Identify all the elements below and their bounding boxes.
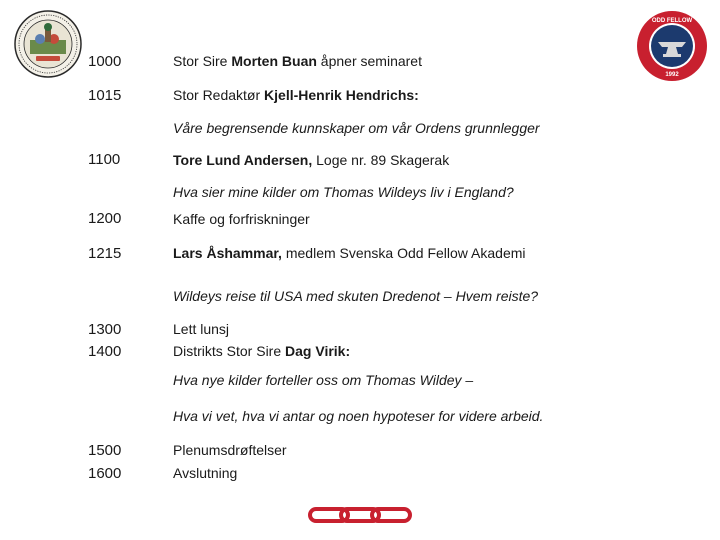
- three-link-chain-icon: [307, 505, 413, 525]
- time-1200: 1200: [88, 210, 122, 227]
- item-plenary: Plenumsdrøftelser: [173, 442, 287, 458]
- time-1000: 1000: [88, 53, 122, 70]
- item-talk-2: Tore Lund Andersen, Loge nr. 89 Skagerak: [173, 152, 450, 168]
- talk-1-title: Våre begrensende kunnskaper om vår Ordens grunnlegger: [173, 120, 540, 136]
- item-talk-4: Distrikts Stor Sire Dag Virik:: [173, 343, 351, 359]
- time-1215: 1215: [88, 245, 122, 262]
- item-coffee: Kaffe og forfriskninger: [173, 211, 310, 227]
- odd-fellow-academy-anvil-icon: [636, 10, 708, 82]
- svg-text:1992: 1992: [665, 72, 679, 78]
- item-talk-3: Lars Åshammar, medlem Svenska Odd Fellow Akademi: [173, 245, 526, 261]
- time-1300: 1300: [88, 321, 122, 338]
- item-lunch: Lett lunsj: [173, 321, 230, 337]
- talk-4-title-line-1: Hva nye kilder forteller oss om Thomas Wildey –: [173, 372, 474, 388]
- grand-lodge-seal-icon: [14, 10, 82, 78]
- time-1600: 1600: [88, 465, 122, 482]
- time-1400: 1400: [88, 343, 122, 360]
- talk-3-title: Wildeys reise til USA med skuten Dredenot – Hvem reiste?: [173, 288, 539, 304]
- item-talk-1: Stor Redaktør Kjell-Henrik Hendrichs:: [173, 87, 419, 103]
- talk-4-title-line-2: Hva vi vet, hva vi antar og noen hypoteser for videre arbeid.: [173, 408, 544, 424]
- time-1500: 1500: [88, 442, 122, 459]
- svg-text:ODD FELLOW: ODD FELLOW: [651, 18, 693, 24]
- time-1100: 1100: [88, 151, 121, 168]
- item-closing: Avslutning: [173, 465, 238, 481]
- time-1015: 1015: [88, 87, 122, 104]
- talk-2-title: Hva sier mine kilder om Thomas Wildeys liv i England?: [173, 184, 514, 200]
- item-opening: Stor Sire Morten Buan åpner seminaret: [173, 53, 422, 69]
